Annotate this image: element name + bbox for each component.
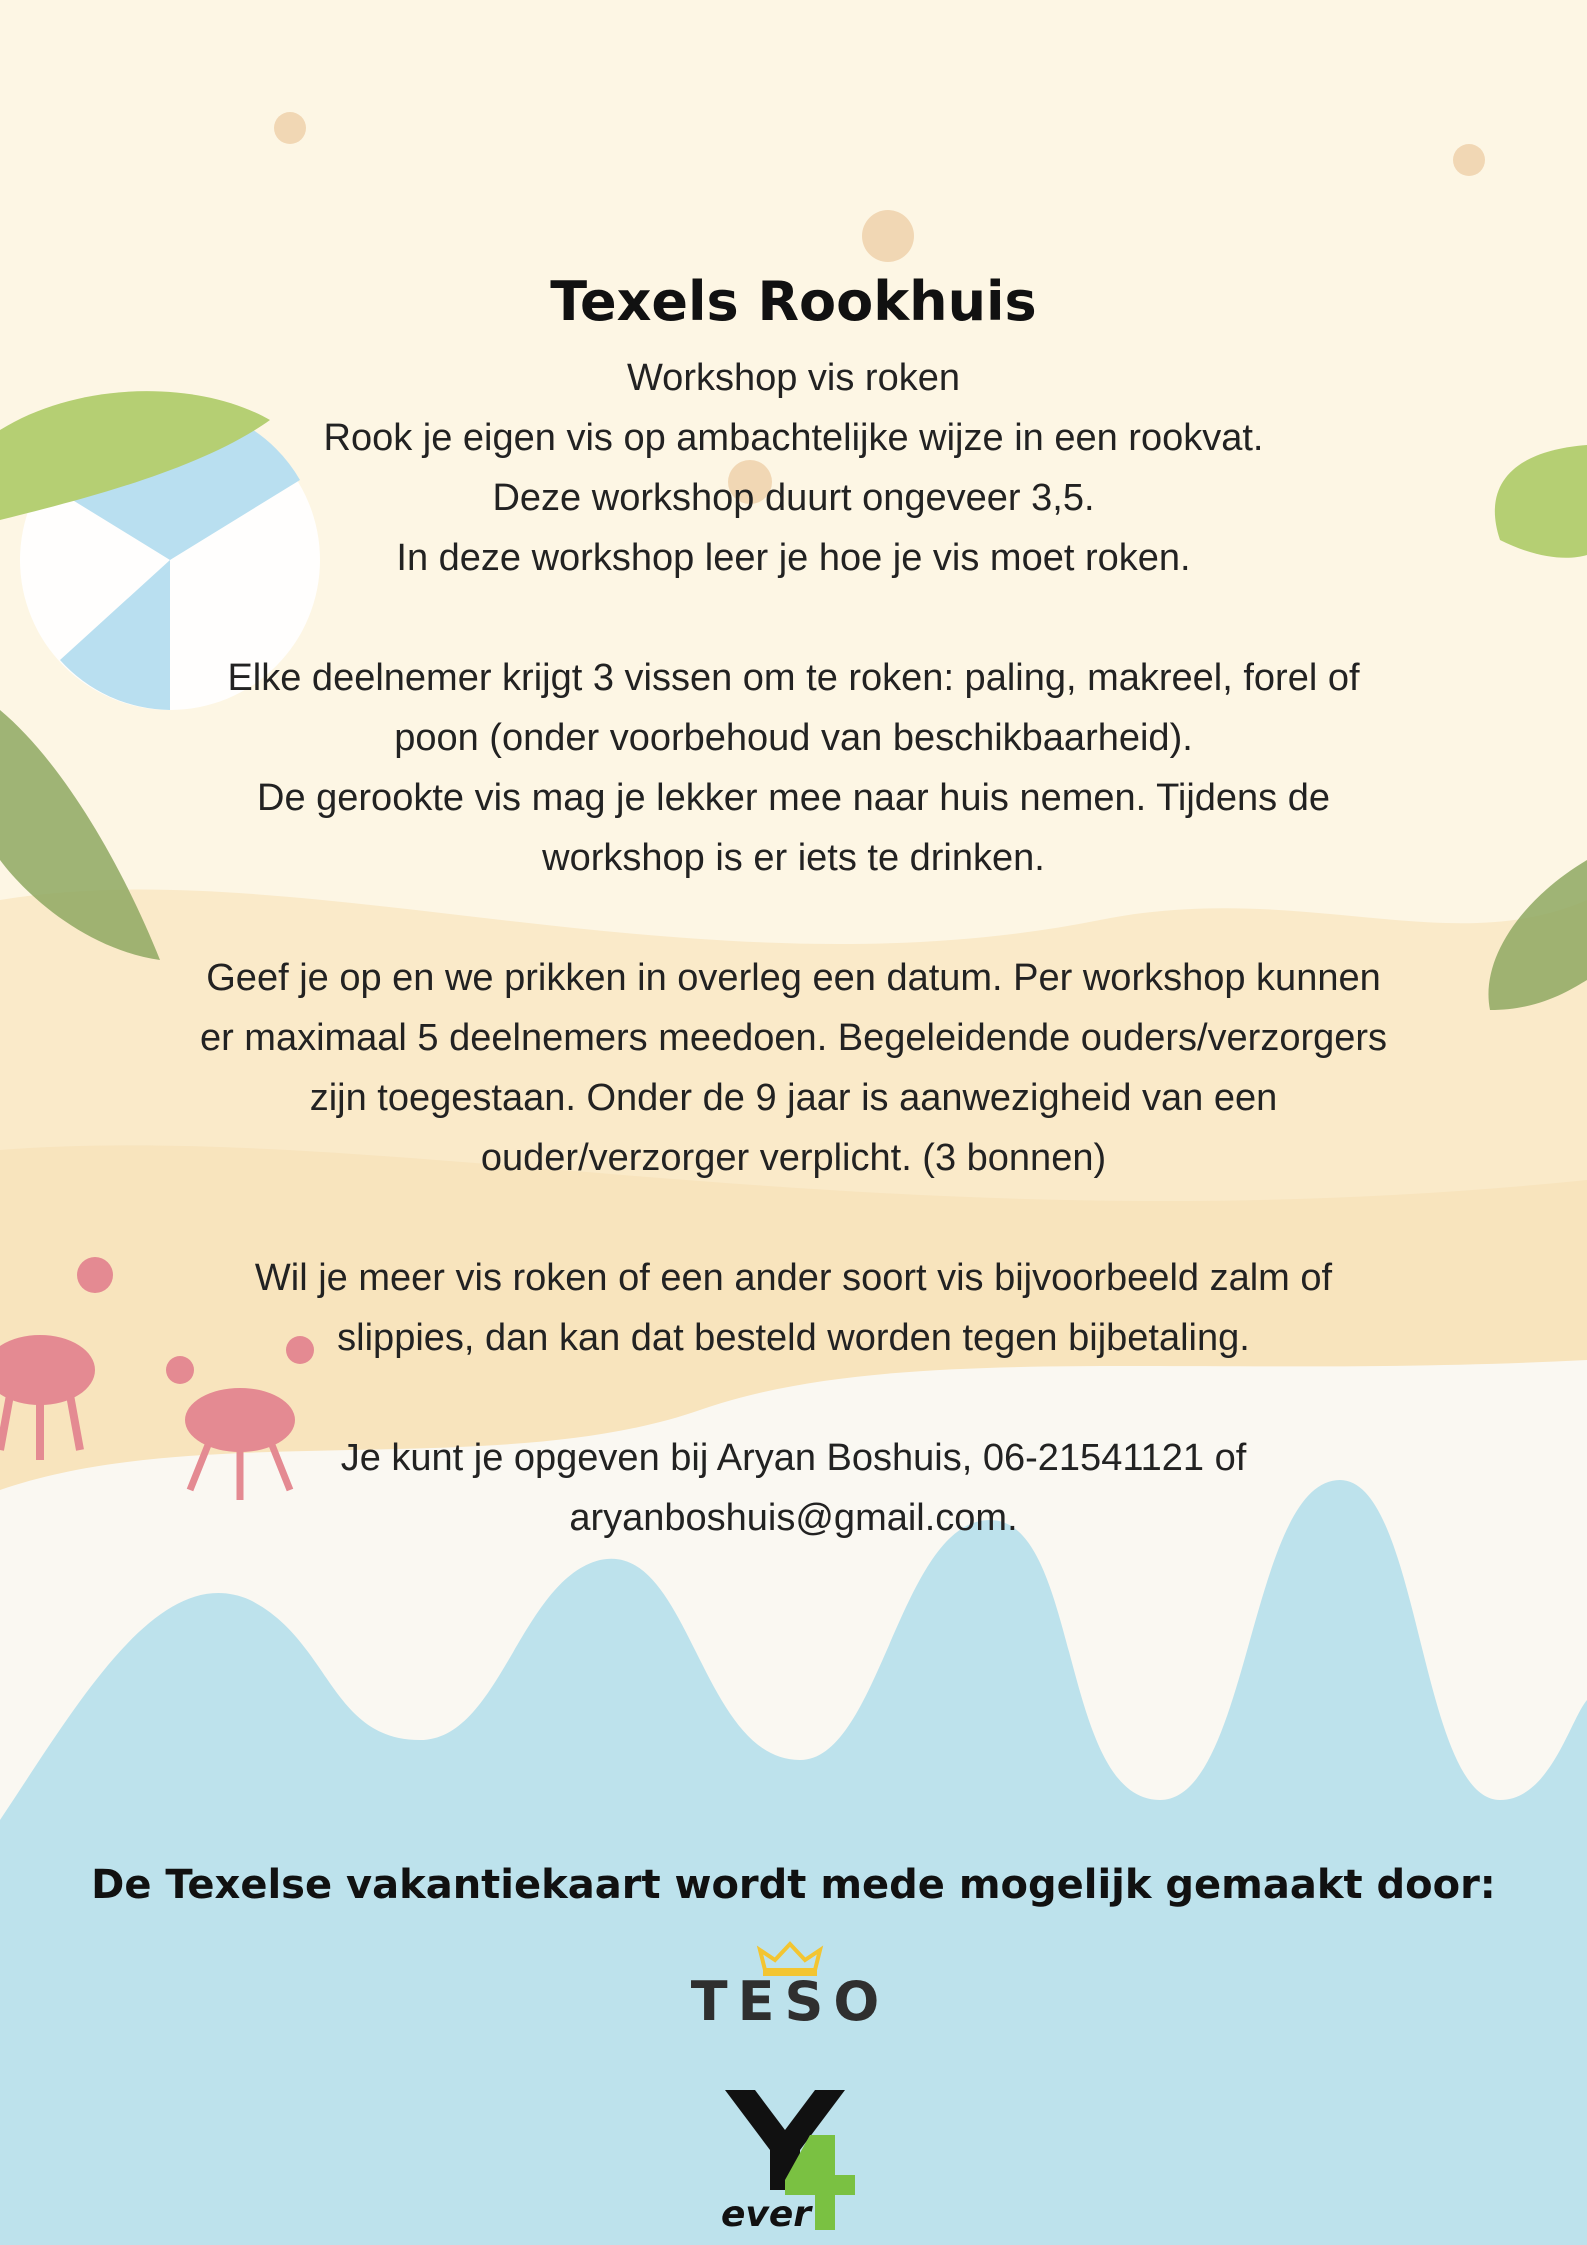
text-line: In deze workshop leer je hoe je vis moet roken. [396,537,1191,579]
text-line: Rook je eigen vis op ambachtelijke wijze in een rookvat. [323,417,1264,459]
page-title: Texels Rookhuis [550,270,1037,333]
y4ever-logo [715,2080,875,2240]
intro-paragraph [100,348,1487,588]
sponsor-heading: De Texelse vakantiekaart wordt mede mogelijk gemaakt door: [91,1862,1496,1908]
text-line: er maximaal 5 deelnemers meedoen. Begeleidende ouders/verzorgers [199,1017,1388,1059]
text-line: De gerookte vis mag je lekker mee naar huis nemen. Tijdens de [257,777,1330,819]
text-line: zijn toegestaan. Onder de 9 jaar is aanwezigheid van een [309,1077,1278,1119]
text-line: ouder/verzorger verplicht. (3 bonnen) [480,1137,1107,1179]
signup-paragraph [100,948,1487,1188]
text-line: Elke deelnemer krijgt 3 vissen om te roken: paling, makreel, forel of [227,657,1360,699]
teso-logo [660,1940,920,2033]
fish-paragraph [100,648,1487,888]
text-line: Deze workshop duurt ongeveer 3,5. [492,477,1095,519]
text-line: Geef je op en we prikken in overleg een datum. Per workshop kunnen [206,957,1381,999]
text-line: Wil je meer vis roken of een ander soort vis bijvoorbeeld zalm of [254,1257,1333,1299]
text-line: slippies, dan kan dat besteld worden tegen bijbetaling. [337,1317,1250,1359]
teso-wordmark: TESO [690,1970,890,2033]
contact-paragraph [100,1428,1487,1548]
text-line: workshop is er iets te drinken. [542,837,1045,879]
text-line: Workshop vis roken [627,357,960,399]
text-line: poon (onder voorbehoud van beschikbaarheid). [394,717,1193,759]
y4ever-wordmark: ever [721,2194,812,2235]
text-line: Je kunt je opgeven bij Aryan Boshuis, 06-21541121 of [340,1437,1247,1479]
contact-email: aryanboshuis@gmail.com. [569,1497,1018,1539]
extra-fish-paragraph [100,1248,1487,1368]
